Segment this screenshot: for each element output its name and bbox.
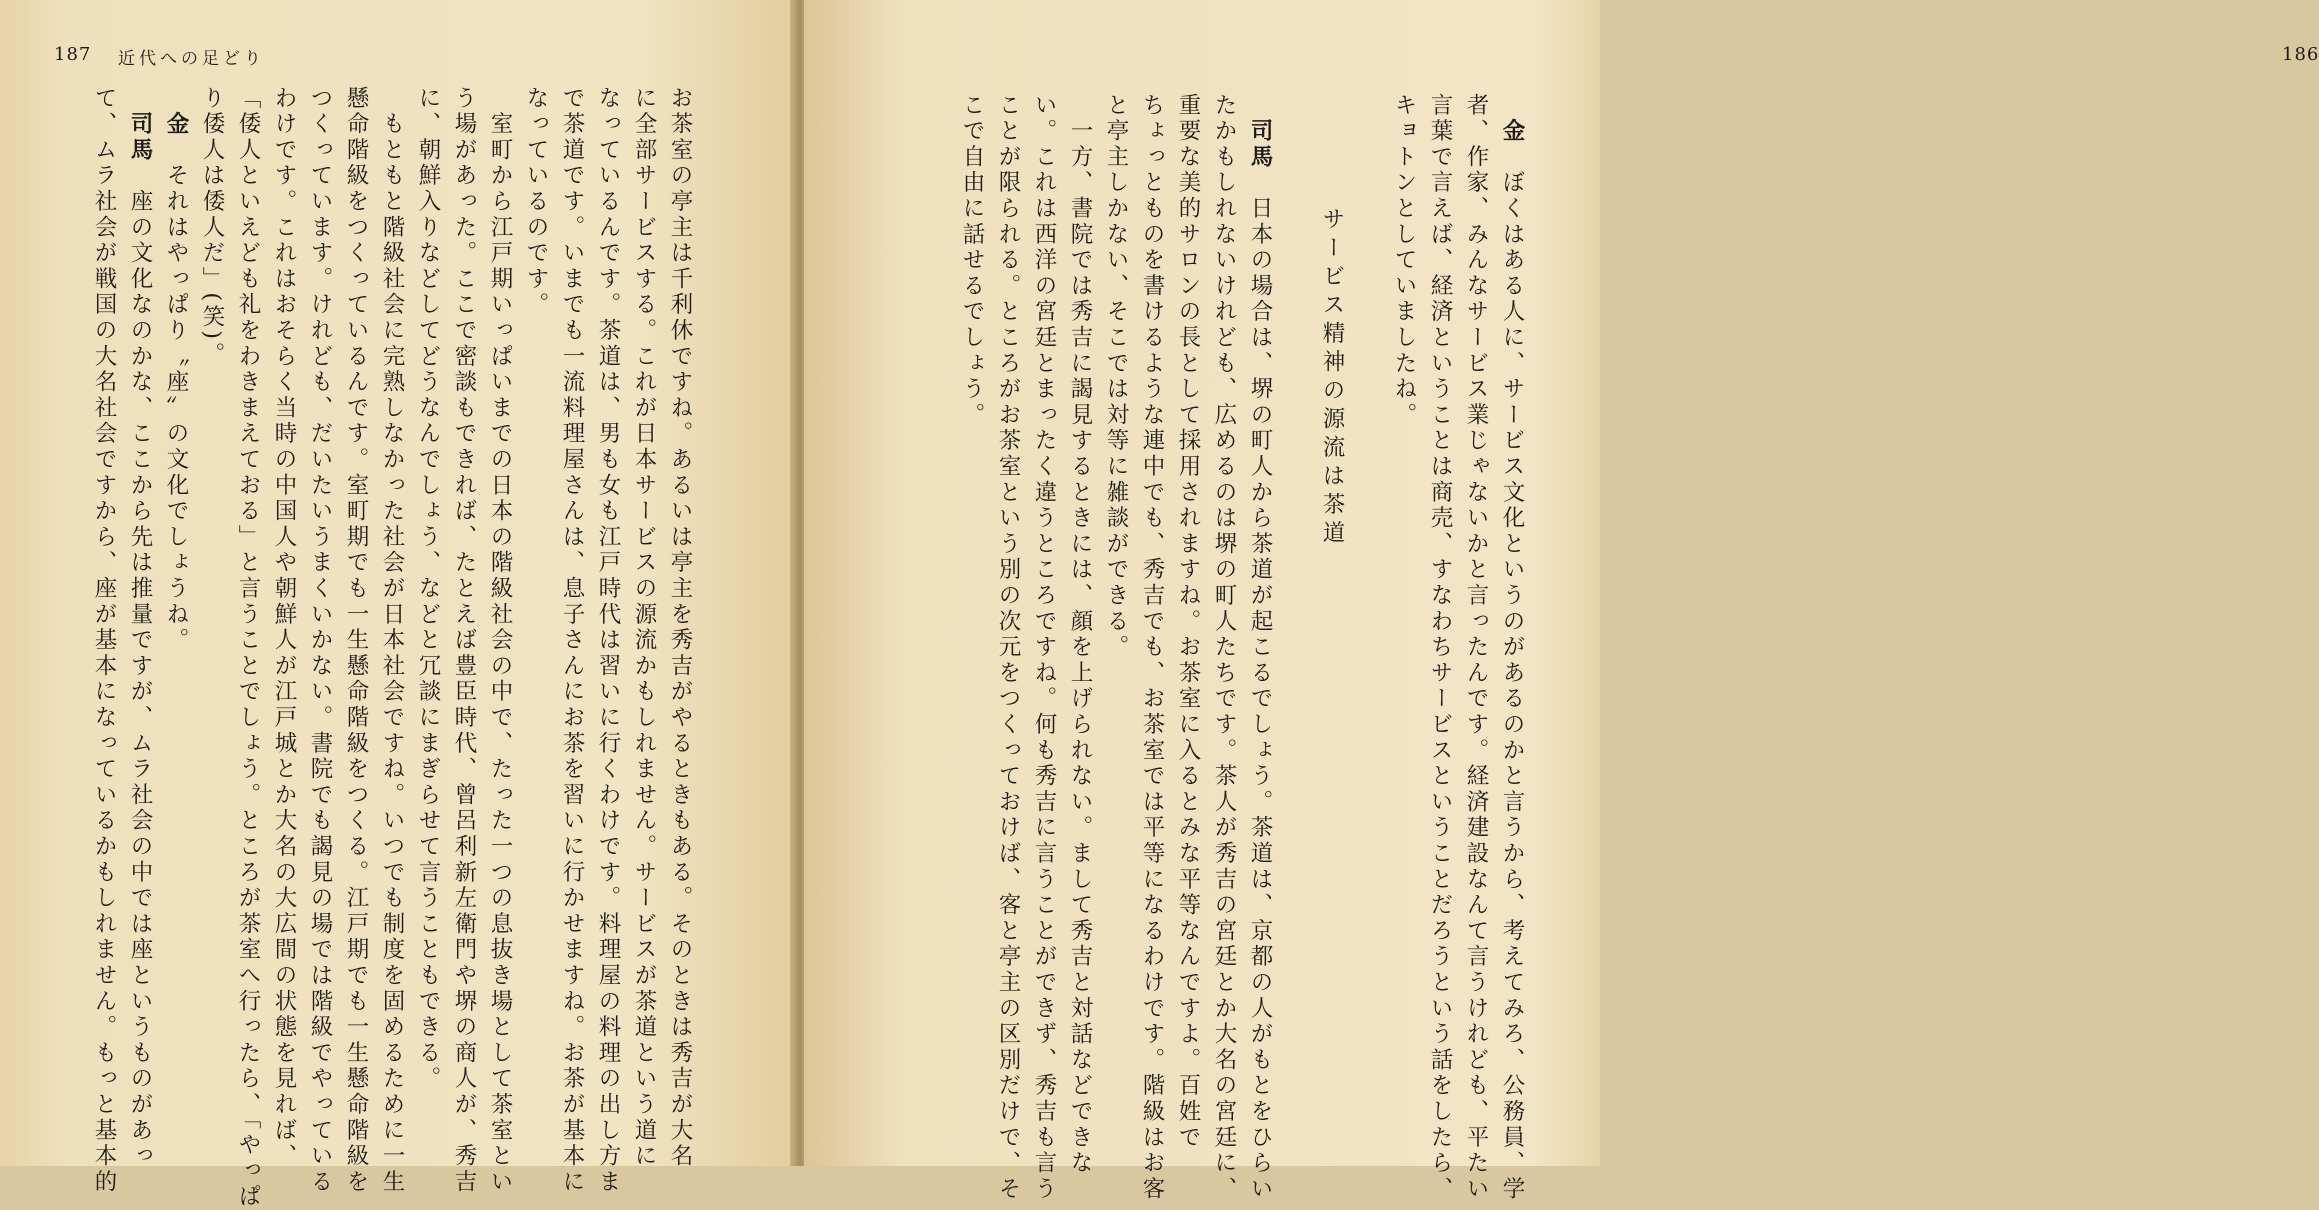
speaker-label: 金 — [163, 111, 189, 138]
page-number-right: 186 — [2282, 44, 2319, 65]
page-number-left: 187 — [54, 44, 92, 65]
blank-line — [1278, 93, 1314, 1153]
speaker-label: 司馬 — [1247, 118, 1273, 171]
running-title: 近代への足どり — [118, 49, 265, 69]
right-page-body — [870, 93, 1530, 1203]
text-line: ちょっとものを書けるような連中でも、秀吉でも、お茶室では平等になるわけです。階級はお客 — [1139, 93, 1165, 1203]
text-line: たかもしれないけれども、広めるのは堺の町人たちです。茶人が秀吉の宮廷とか大名の宮廷に、 — [1211, 93, 1237, 1203]
text-line: こで自由に話せるでしょう。 — [959, 93, 985, 429]
text-line: キョトンとしていましたね。 — [1391, 93, 1417, 429]
blank-line — [1350, 93, 1386, 1153]
speaker-line: 司馬 座の文化なのかな、ここから先は推量ですが、ムラ社会の中では座というものがあっ — [127, 111, 153, 1170]
text-line: ことが限られる。ところがお茶室という別の次元をつくっておけば、客と亭主の区別だけで、そ — [995, 93, 1021, 1203]
text-line: もともと階級社会に完熟しなかった社会が日本社会ですね。いつでも制度を固めるために一生 — [379, 111, 405, 1196]
text-line: て、ムラ社会が戦国の大名社会ですから、座が基本になっているかもしれません。もっと基本的 — [91, 86, 117, 1196]
text-line: 室町から江戸期いっぱいまでの日本の階級社会の中で、たった一つの息抜き場として茶室とい — [487, 111, 513, 1196]
left-page — [0, 0, 796, 1210]
text-line: つくっています。けれども、だいたいうまくいかない。書院でも謁見の場では階級でやっている — [307, 86, 333, 1196]
text-line: で茶道です。いまでも一流料理屋さんは、息子さんにお茶を習いに行かせますね。お茶が基本に — [559, 86, 585, 1196]
section-heading: サービス精神の源流は茶道 — [1319, 207, 1345, 549]
text-line: 「倭人といえども礼をわきまえておる」と言うことでしょう。ところが茶室へ行ったら、「やっぱ — [235, 86, 261, 1210]
left-page-body — [52, 86, 698, 1210]
text-line: なっているのです。 — [523, 86, 549, 319]
text-line: に全部サービスする。これが日本サービスの源流かもしれません。サービスが茶道という道に — [631, 86, 657, 1170]
text-line: わけです。これはおそらく当時の中国人や朝鮮人が江戸城とか大名の大広間の状態を見れば、 — [271, 86, 297, 1170]
text-line: 懸命階級をつくっているんです。室町期でも一生懸命階級をつくる。江戸期でも一生懸命階級を — [343, 86, 369, 1196]
speaker-label: 金 — [1499, 118, 1525, 145]
text-line: お茶室の亭主は千利休ですね。あるいは亭主を秀吉がやるときもある。そのときは秀吉が大名 — [667, 86, 693, 1170]
text-line: なっているんです。茶道は、男も女も江戸時代は習いに行くわけです。料理屋の料理の出し方ま — [595, 86, 621, 1196]
speaker-line: 司馬 日本の場合は、堺の町人から茶道が起こるでしょう。茶道は、京都の人がもとをひらい — [1247, 118, 1273, 1203]
text-line: に、朝鮮入りなどしてどうなんでしょう、などと冗談にまぎらせて言うこともできる。 — [415, 86, 441, 1093]
text-line: 言葉で言えば、経済ということは商売、すなわちサービスということだろうという話をしたら、 — [1427, 93, 1453, 1203]
text-line: と亭主しかない、そこでは対等に雑談ができる。 — [1103, 93, 1129, 661]
text-line: 者、作家、みんなサービス業じゃないかと言ったんです。経済建設なんて言うけれども、平たい — [1463, 93, 1489, 1203]
text-line: う場があった。ここで密談もできれば、たとえば豊臣時代、曾呂利新左衛門や堺の商人が、秀吉 — [451, 86, 477, 1196]
text-line: 重要な美的サロンの長として採用されますね。お茶室に入るとみな平等なんですよ。百姓で — [1175, 93, 1201, 1151]
speaker-line: 金 それはやっぱり〝座〟の文化でしょうね。 — [163, 111, 189, 654]
text-line: り倭人は倭人だ」(笑)。 — [199, 86, 225, 369]
text-line: い。これは西洋の宮廷とまったく違うところですね。何も秀吉に言うことができず、秀吉も言う — [1031, 93, 1057, 1203]
speaker-line: 金 ぼくはある人に、サービス文化というのがあるのかと言うから、考えてみろ、公務員、学 — [1499, 118, 1525, 1203]
text-line: 一方、書院では秀吉に謁見するときには、顔を上げられない。まして秀吉と対話などできな — [1067, 118, 1093, 1177]
speaker-label: 司馬 — [127, 111, 153, 164]
